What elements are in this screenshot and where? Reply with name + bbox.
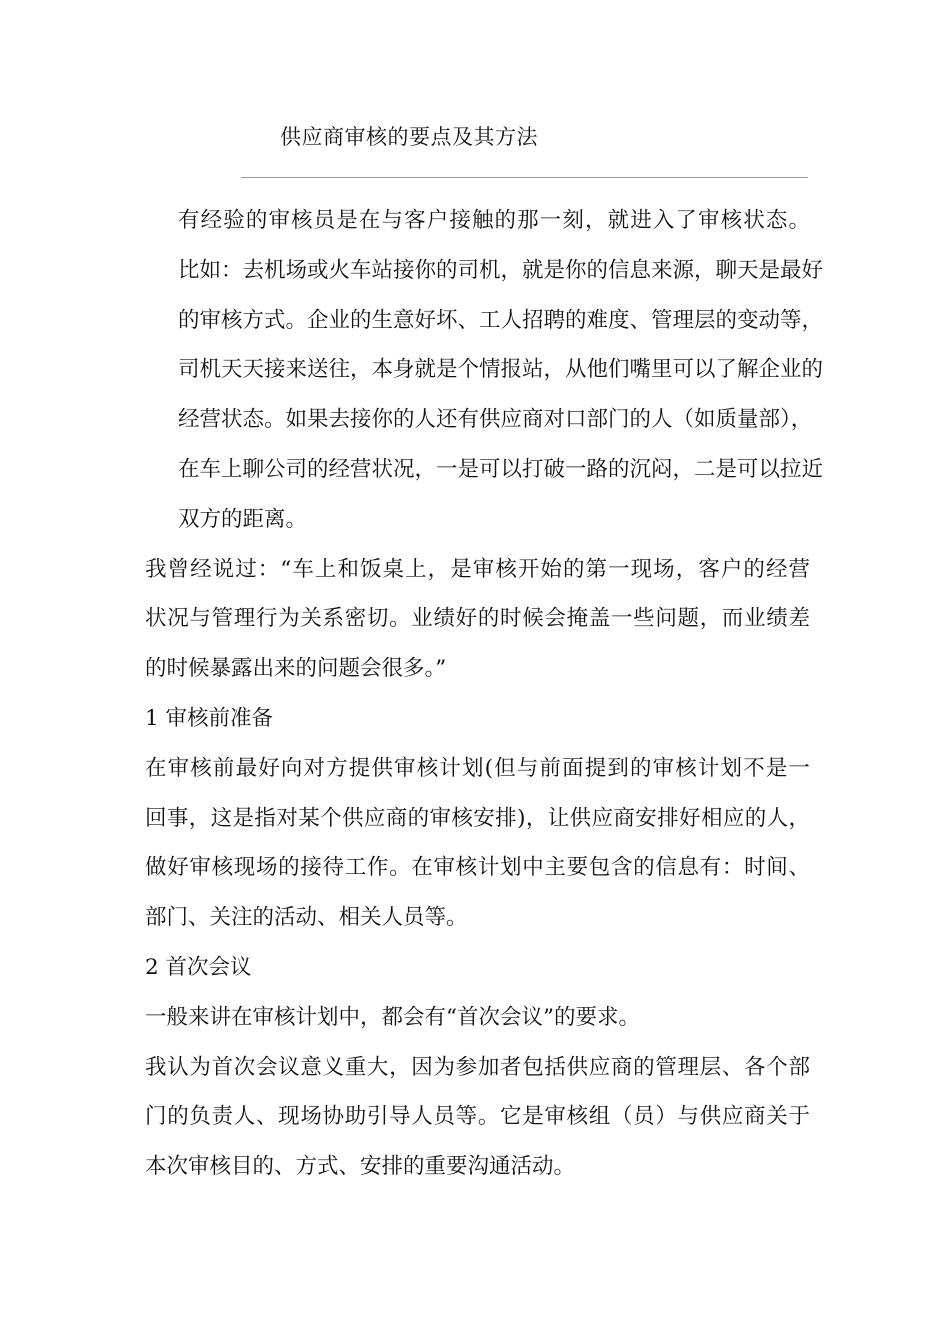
document-title: 供应商审核的要点及其方法 xyxy=(280,125,538,149)
paragraph xyxy=(145,744,810,943)
paragraph-line: 部门、关注的活动、相关人员等。 xyxy=(145,905,468,931)
paragraph-line: 司机天天接来送往，本身就是个情报站，从他们嘴里可以了解企业的 xyxy=(178,357,824,383)
paragraph xyxy=(145,943,810,993)
paragraph-line: 有经验的审核员是在与客户接触的那一刻，就进入了审核状态。 xyxy=(178,208,810,233)
paragraph-line: 我曾经说过：“车上和饭桌上，是审核开始的第一现场，客户的经营 xyxy=(145,556,810,582)
paragraph xyxy=(145,993,810,1043)
paragraph-line: 一般来讲在审核计划中，都会有“首次会议”的要求。 xyxy=(145,1004,640,1030)
paragraph-line: 1 审核前准备 xyxy=(145,705,274,731)
paragraph-line: 的时候暴露出来的问题会很多。” xyxy=(145,656,447,682)
paragraph-line: 做好审核现场的接待工作。在审核计划中主要包含的信息有：时间、 xyxy=(145,855,810,881)
paragraph xyxy=(145,196,824,545)
paragraph-line: 2 首次会议 xyxy=(145,954,252,980)
document-body xyxy=(145,196,824,1192)
paragraph-line: 在审核前最好向对方提供审核计划(但与前面提到的审核计划不是一 xyxy=(145,755,810,781)
paragraph xyxy=(145,1043,810,1192)
title-divider xyxy=(241,177,808,178)
paragraph-line: 回事，这是指对某个供应商的审核安排)，让供应商安排好相应的人， xyxy=(145,805,810,831)
paragraph-line: 我认为首次会议意义重大，因为参加者包括供应商的管理层、各个部 xyxy=(145,1054,810,1080)
paragraph-line: 双方的距离。 xyxy=(178,506,308,532)
paragraph-line: 在车上聊公司的经营状况，一是可以打破一路的沉闷，二是可以拉近 xyxy=(178,456,824,482)
paragraph xyxy=(145,545,810,694)
paragraph xyxy=(145,694,810,744)
paragraph-line: 状况与管理行为关系密切。业绩好的时候会掩盖一些问题，而业绩差 xyxy=(145,606,810,632)
paragraph-line: 经营状态。如果去接你的人还有供应商对口部门的人（如质量部）， xyxy=(178,407,813,433)
paragraph-line: 比如：去机场或火车站接你的司机，就是你的信息来源，聊天是最好 xyxy=(178,257,824,283)
paragraph-line: 本次审核目的、方式、安排的重要沟通活动。 xyxy=(145,1154,576,1180)
paragraph-line: 的审核方式。企业的生意好坏、工人招聘的难度、管理层的变动等， xyxy=(178,307,824,333)
paragraph-line: 门的负责人、现场协助引导人员等。它是审核组（员）与供应商关于 xyxy=(145,1104,810,1130)
